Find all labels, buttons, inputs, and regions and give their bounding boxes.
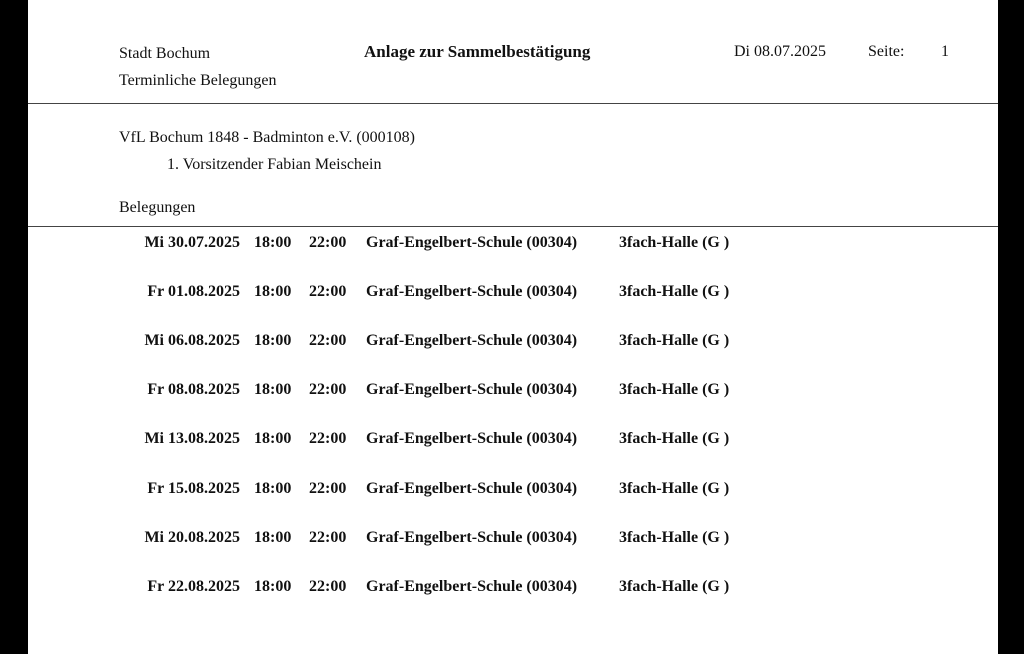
booking-hall: 3fach-Halle (G ) <box>619 283 730 301</box>
booking-start-time: 18:00 <box>254 234 292 251</box>
booking-hall: 3fach-Halle (G ) <box>619 430 730 448</box>
club-chair: 1. Vorsitzender Fabian Meischein <box>167 156 382 173</box>
booking-venue: Graf-Engelbert-Schule (00304) <box>366 430 578 448</box>
booking-end-time: 22:00 <box>309 332 347 350</box>
booking-end-time: 22:00 <box>309 283 347 301</box>
booking-hall: 3fach-Halle (G ) <box>619 381 730 399</box>
booking-row <box>28 525 998 551</box>
booking-date: Mi 13.08.2025 <box>144 430 240 448</box>
booking-end-time: 22:00 <box>309 528 347 546</box>
booking-start-time: 18:00 <box>254 332 292 350</box>
club-info <box>119 124 415 178</box>
header-divider <box>28 103 998 104</box>
booking-end-time: 22:00 <box>309 479 347 497</box>
booking-venue: Graf-Engelbert-Schule (00304) <box>366 528 578 546</box>
booking-venue: Graf-Engelbert-Schule (00304) <box>366 381 578 399</box>
booking-hall: 3fach-Halle (G ) <box>619 332 730 350</box>
booking-row <box>28 328 998 354</box>
booking-start-time: 18:00 <box>254 283 292 301</box>
booking-date: Fr 01.08.2025 <box>147 283 240 301</box>
org-name: Stadt Bochum <box>119 45 211 62</box>
section-divider <box>28 226 998 227</box>
booking-hall: 3fach-Halle (G ) <box>619 528 730 546</box>
booking-date: Mi 30.07.2025 <box>144 234 240 251</box>
booking-date: Fr 08.08.2025 <box>147 381 240 399</box>
page-label: Seite: <box>868 43 905 60</box>
document-title: Anlage zur Sammelbestätigung <box>364 42 591 61</box>
org-subtitle: Terminliche Belegungen <box>119 72 277 89</box>
booking-venue: Graf-Engelbert-Schule (00304) <box>366 283 578 301</box>
booking-venue: Graf-Engelbert-Schule (00304) <box>366 577 578 595</box>
booking-hall: 3fach-Halle (G ) <box>619 479 730 497</box>
booking-end-time: 22:00 <box>309 577 347 595</box>
document-date: Di 08.07.2025 <box>734 43 826 60</box>
club-name: VfL Bochum 1848 - Badminton e.V. (000108) <box>119 129 415 146</box>
booking-start-time: 18:00 <box>254 430 292 448</box>
booking-row <box>28 279 998 305</box>
booking-end-time: 22:00 <box>309 234 347 251</box>
booking-row <box>28 426 998 452</box>
booking-end-time: 22:00 <box>309 430 347 448</box>
booking-start-time: 18:00 <box>254 577 292 595</box>
booking-date: Mi 20.08.2025 <box>144 528 240 546</box>
booking-date: Fr 15.08.2025 <box>147 479 240 497</box>
booking-venue: Graf-Engelbert-Schule (00304) <box>366 332 578 350</box>
booking-end-time: 22:00 <box>309 381 347 399</box>
booking-hall: 3fach-Halle (G ) <box>619 577 730 595</box>
section-label: Belegungen <box>119 199 196 216</box>
booking-date: Fr 22.08.2025 <box>147 577 240 595</box>
booking-date: Mi 06.08.2025 <box>144 332 240 350</box>
booking-row <box>28 230 998 256</box>
page-number: 1 <box>941 43 949 60</box>
booking-row <box>28 574 998 600</box>
booking-start-time: 18:00 <box>254 528 292 546</box>
booking-row <box>28 377 998 403</box>
document-page <box>28 0 998 654</box>
booking-start-time: 18:00 <box>254 479 292 497</box>
booking-venue: Graf-Engelbert-Schule (00304) <box>366 479 578 497</box>
header-organization <box>119 40 277 94</box>
booking-hall: 3fach-Halle (G ) <box>619 234 730 251</box>
booking-venue: Graf-Engelbert-Schule (00304) <box>366 234 578 251</box>
booking-row <box>28 476 998 502</box>
booking-start-time: 18:00 <box>254 381 292 399</box>
